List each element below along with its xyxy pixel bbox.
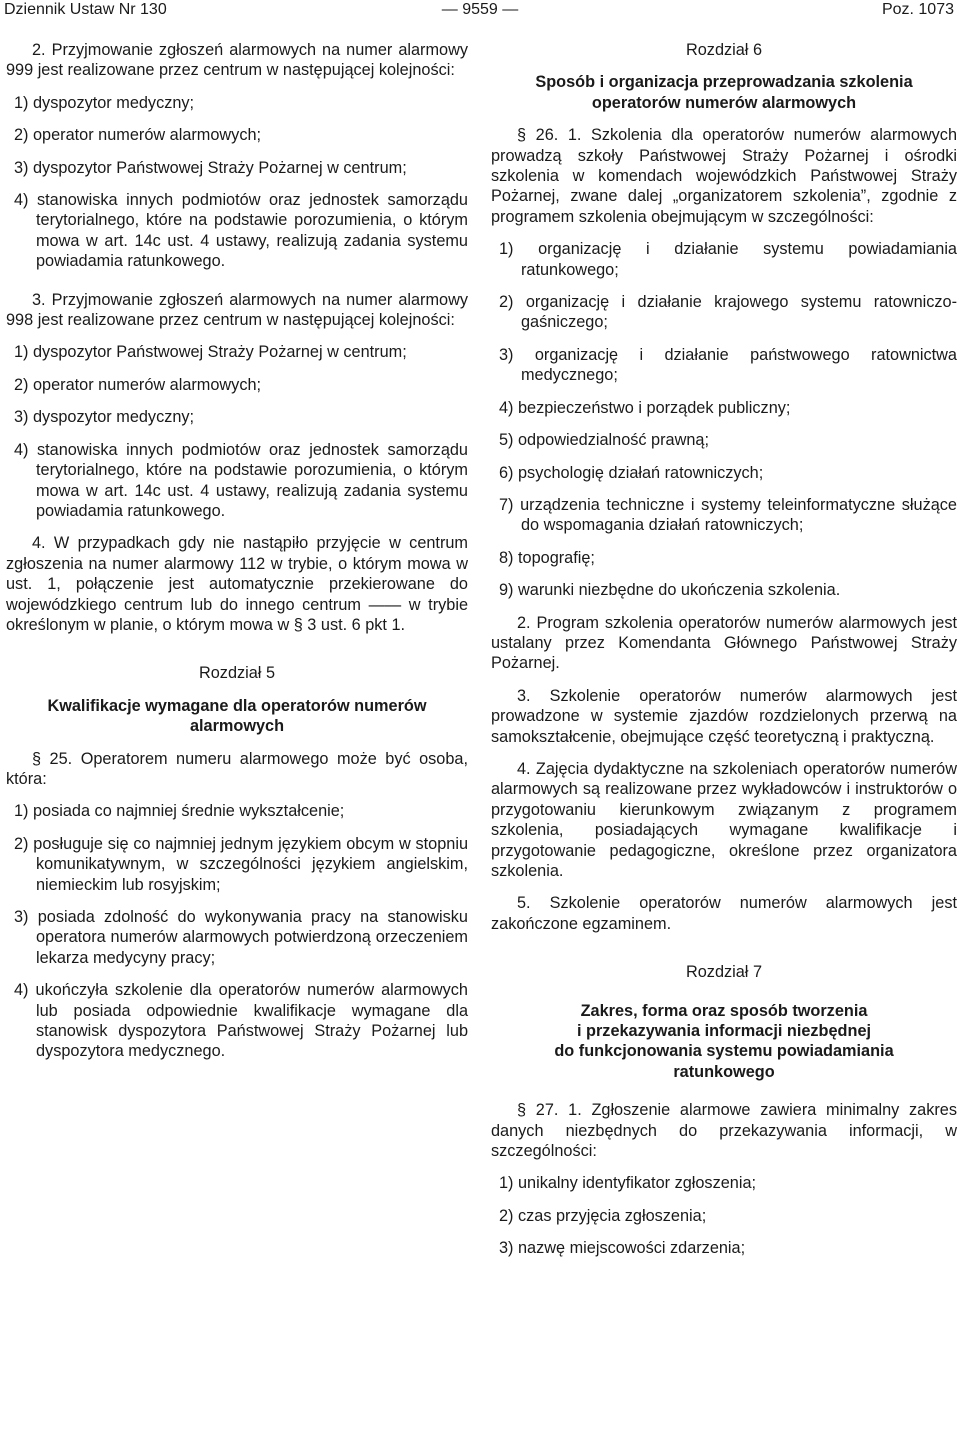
list-item: 6) psychologię działań ratowniczych; [499, 463, 764, 482]
list-item: 4) bezpieczeństwo i porządek publiczny; [499, 398, 791, 417]
list-item: 3) nazwę miejscowości zdarzenia; [499, 1239, 746, 1258]
list-item: 4) ukończyła szkolenie dla operatorów numerów alarmowych lub posiada odpowiednie kwalifikacje wymagane dla stanowisk dyspozytora Państwowej Straży Pożarnej lub dyspozytora medycznego. [14, 981, 468, 1061]
list-item: 1) unikalny identyfikator zgłoszenia; [499, 1174, 757, 1193]
paragraph-2-intro: 2. Przyjmowanie zgłoszeń alarmowych na numer alarmowy 999 jest realizowane przez centrum w następującej kolejności: [6, 41, 468, 80]
left-column [6, 40, 468, 1062]
list-item: 3) posiada zdolność do wykonywania pracy na stanowisku operatora numerów alarmowych potwierdzoną orzeczeniem lekarza medycyny pracy; [14, 908, 468, 967]
position-number: Poz. 1073 [881, 1, 954, 18]
list-item: 1) dyspozytor Państwowej Straży Pożarnej w centrum; [14, 343, 407, 362]
section-26-paragraph-5: 5. Szkolenie operatorów numerów alarmowych jest zakończone egzaminem. [491, 894, 957, 933]
list-item: 3) dyspozytor Państwowej Straży Pożarnej w centrum; [14, 158, 407, 177]
section-26-paragraph-4: 4. Zajęcia dydaktyczne na szkoleniach operatorów numerów alarmowych są realizowane przez wykładowców i instruktorów o przygotowaniu kierunkowym związanym z programem szkolenia, posiadających wymagane kwalifikacje i przygotowanie pedagogiczne, określone przez organizatora szkolenia. [491, 759, 957, 880]
chapter-7-title-line: ratunkowego [673, 1062, 775, 1081]
chapter-6-number: Rozdział 6 [685, 41, 763, 59]
right-column [491, 40, 957, 1259]
paragraph-4: 4. W przypadkach gdy nie nastąpiło przyjęcie w centrum zgłoszenia na numer alarmowy 112 w trybie, o którym mowa w ust. 1, połączenie jest automatycznie przekierowane do wojewódzkiego centrum lub do innego centrum —— w trybie określonym w planie, o którym mowa w § 3 ust. 6 pkt 1. [6, 534, 468, 634]
section-26-intro: § 26. 1. Szkolenia dla operatorów numerów alarmowych prowadzą szkoły Państwowej Straży Pożarnej i ośrodki szkolenia w komendach wojewódzkich Państwowej Straży Pożarnej, zwane dalej „organizatorem szkolenia”, zgodnie z programem szkolenia obejmującym w szczególności: [491, 126, 957, 226]
section-25-intro: § 25. Operatorem numeru alarmowego może być osoba, która: [6, 749, 468, 788]
chapter-5-title: Kwalifikacje wymagane dla operatorów numerów alarmowych [47, 696, 427, 736]
list-item: 4) stanowiska innych podmiotów oraz jednostek samorządu terytorialnego, które na podstawie porozumienia, o którym mowa w art. 14c ust. 4 ustawy, realizują zadania systemu powiadamia ratunkowego. [14, 440, 468, 520]
list-item: 1) dyspozytor medyczny; [14, 93, 195, 112]
section-26-paragraph-2: 2. Program szkolenia operatorów numerów alarmowych jest ustalany przez Komendanta Głównego Państwowej Straży Pożarnej. [491, 613, 957, 673]
list-item: 1) posiada co najmniej średnie wykształcenie; [14, 802, 345, 821]
publication-title: Dziennik Ustaw Nr 130 [4, 1, 167, 18]
paragraph-3-intro: 3. Przyjmowanie zgłoszeń alarmowych na numer alarmowy 998 jest realizowane przez centrum w następującej kolejności: [6, 290, 468, 330]
list-item: 2) operator numerów alarmowych; [14, 126, 262, 145]
chapter-6-title: Sposób i organizacja przeprowadzania szkolenia operatorów numerów alarmowych [535, 73, 913, 112]
list-item: 2) czas przyjęcia zgłoszenia; [499, 1206, 707, 1225]
page-header [0, 0, 960, 22]
list-item: 2) organizację i działanie krajowego systemu ratowniczo-gaśniczego; [499, 293, 957, 332]
chapter-7-title-line: i przekazywania informacji niezbędnej [576, 1022, 872, 1041]
section-27-intro: § 27. 1. Zgłoszenie alarmowe zawiera minimalny zakres danych niezbędnych do przekazywania informacji, w szczególności: [491, 1101, 957, 1161]
chapter-7-title-line: do funkcjonowania systemu powiadamiania [554, 1042, 894, 1061]
section-26-paragraph-3: 3. Szkolenie operatorów numerów alarmowych jest prowadzone w systemie zjazdów rozdzielonych przerwą na samokształcenie, obejmujące część teoretyczną i praktyczną. [491, 686, 957, 746]
list-item: 7) urządzenia techniczne i systemy teleinformatyczne służące do wspomagania działań ratowniczych; [499, 495, 957, 535]
list-item: 3) organizację i działanie państwowego ratownictwa medycznego; [499, 345, 957, 385]
list-item: 9) warunki niezbędne do ukończenia szkolenia. [499, 581, 841, 600]
list-item: 5) odpowiedzialność prawną; [499, 431, 709, 450]
list-item: 2) operator numerów alarmowych; [14, 375, 262, 394]
list-item: 4) stanowiska innych podmiotów oraz jednostek samorządu terytorialnego, które na podstawie porozumienia, o którym mowa w art. 14c ust. 4 ustawy, realizują zadania systemu powiadamia ratunkowego. [14, 191, 468, 271]
list-item: 1) organizację i działanie systemu powiadamiania ratunkowego; [499, 240, 957, 279]
list-item: 3) dyspozytor medyczny; [14, 408, 195, 427]
list-item: 8) topografię; [499, 548, 595, 567]
page-number: — 9559 — [441, 1, 519, 18]
chapter-5-number: Rozdział 5 [198, 664, 276, 683]
chapter-7-number: Rozdział 7 [685, 963, 763, 982]
list-item: 2) posługuje się co najmniej jednym językiem obcym w stopniu komunikatywnym, w szczególności językiem angielskim, niemieckim lub rosyjskim; [14, 834, 468, 894]
chapter-7-title-line: Zakres, forma oraz sposób tworzenia [580, 1001, 868, 1020]
